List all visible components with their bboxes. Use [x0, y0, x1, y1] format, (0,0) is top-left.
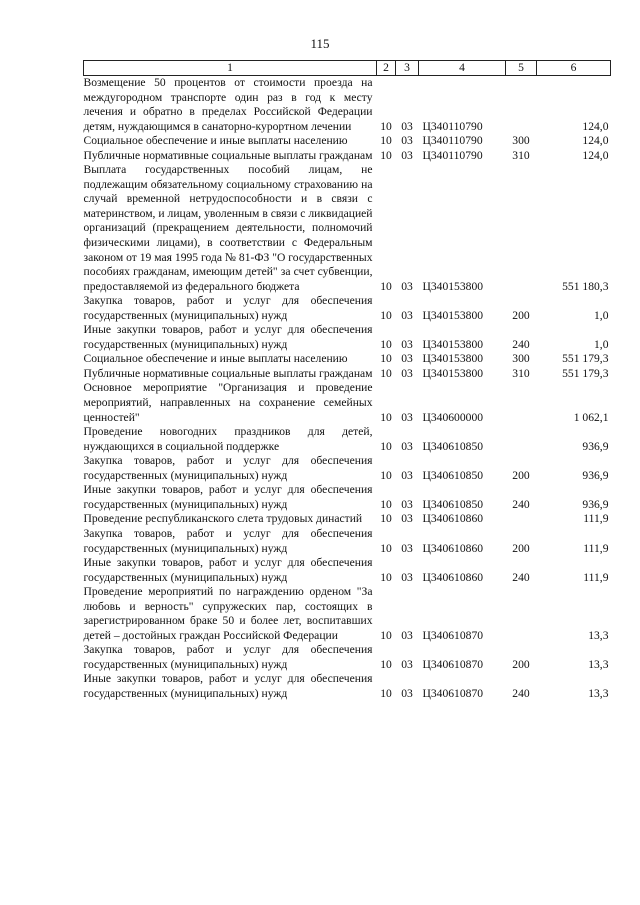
- row-expense-type: 200: [512, 541, 530, 555]
- row-subsection: 03: [401, 352, 413, 366]
- row-amount: 13,3: [588, 657, 609, 671]
- row-expense-type: [506, 381, 537, 425]
- table-row: [84, 512, 611, 527]
- row-expense-type: [506, 163, 537, 294]
- table-row: [84, 483, 611, 512]
- row-amount: 111,9: [583, 541, 609, 555]
- row-target-code: Ц340610860: [422, 570, 484, 584]
- row-target-code: Ц340153800: [422, 352, 484, 366]
- row-target-code: Ц340610870: [422, 628, 484, 642]
- table-row: [84, 643, 611, 672]
- row-section: 10: [380, 512, 392, 526]
- table-row: [84, 149, 611, 164]
- row-expense-type: 240: [512, 337, 530, 351]
- row-amount: 124,0: [582, 119, 609, 133]
- row-target-code: Ц340610870: [422, 686, 484, 700]
- row-target-code: Ц340610860: [422, 541, 484, 555]
- row-target-code: Ц340153800: [422, 308, 484, 322]
- table-row: [84, 672, 611, 701]
- row-expense-type: 300: [512, 352, 530, 366]
- row-section: 10: [380, 468, 392, 482]
- row-subsection: 03: [401, 279, 413, 293]
- row-amount: 936,9: [582, 439, 609, 453]
- table-row: [84, 76, 611, 135]
- row-expense-type: 240: [512, 497, 530, 511]
- row-section: 10: [380, 119, 392, 133]
- row-section: 10: [380, 570, 392, 584]
- row-target-code: Ц340110790: [422, 119, 483, 133]
- table-row: [84, 585, 611, 643]
- row-expense-type: 300: [512, 134, 530, 148]
- table-row: [84, 381, 611, 425]
- row-name: Социальное обеспечение и иные выплаты населению: [83, 352, 348, 366]
- row-section: 10: [380, 279, 392, 293]
- row-amount: 551 179,3: [562, 352, 609, 366]
- row-expense-type: 240: [512, 570, 530, 584]
- table-row: [84, 527, 611, 556]
- row-expense-type: [506, 76, 537, 135]
- row-amount: 13,3: [588, 628, 609, 642]
- row-target-code: Ц340110790: [422, 148, 483, 162]
- header-col-4: 4: [419, 61, 506, 76]
- row-amount: 124,0: [582, 148, 609, 162]
- row-name: Закупка товаров, работ и услуг для обеспечения государственных (муниципальных) нужд: [83, 643, 373, 671]
- header-col-2: 2: [377, 61, 396, 76]
- row-subsection: 03: [401, 134, 413, 148]
- row-amount: 1,0: [594, 337, 609, 351]
- table-row: [84, 163, 611, 294]
- row-section: 10: [380, 497, 392, 511]
- row-subsection: 03: [401, 570, 413, 584]
- table-row: [84, 294, 611, 323]
- row-section: 10: [380, 541, 392, 555]
- budget-table: [83, 60, 611, 702]
- row-target-code: Ц340153800: [422, 366, 484, 380]
- row-amount: 1 062,1: [573, 410, 609, 424]
- row-section: 10: [380, 439, 392, 453]
- row-amount: 936,9: [582, 468, 609, 482]
- row-section: 10: [380, 410, 392, 424]
- table-row: [84, 425, 611, 454]
- row-name: Проведение новогодних праздников для детей, нуждающихся в социальной поддержке: [83, 425, 373, 453]
- row-subsection: 03: [401, 512, 413, 526]
- row-section: 10: [380, 657, 392, 671]
- row-expense-type: 200: [512, 308, 530, 322]
- row-expense-type: [506, 425, 537, 454]
- row-subsection: 03: [401, 657, 413, 671]
- row-target-code: Ц340153800: [422, 279, 484, 293]
- row-target-code: Ц340610850: [422, 497, 484, 511]
- table-row: [84, 352, 611, 367]
- row-expense-type: 200: [512, 657, 530, 671]
- row-name: Проведение республиканского слета трудовых династий: [83, 512, 363, 526]
- row-name: Возмещение 50 процентов от стоимости проезда на междугородном транспорте один раз в год к месту лечения и обратно в пределах Российской Федерации детям, нуждающимся в санаторно-курортном лечении: [83, 76, 373, 133]
- row-name: Иные закупки товаров, работ и услуг для обеспечения государственных (муниципальных) нужд: [83, 556, 373, 584]
- row-name: Социальное обеспечение и иные выплаты населению: [83, 134, 348, 148]
- row-name: Основное мероприятие "Организация и проведение мероприятий, направленных на сохранение семейных ценностей": [83, 381, 373, 424]
- row-name: Выплата государственных пособий лицам, не подлежащим обязательному социальному страхованию на случай временной нетрудоспособности и в связи с материнством, и лицам, уволенным в связи с ликвидацией организаций (прекращением деятельности, полномочий физическими лицами), в соответствии с Федеральным законом от 19 мая 1995 года № 81-ФЗ "О государственных пособиях гражданам, имеющим детей" за счет субвенции, предоставляемой из федерального бюджета: [83, 163, 373, 293]
- header-col-1: 1: [84, 61, 377, 76]
- row-name: Иные закупки товаров, работ и услуг для обеспечения государственных (муниципальных) нужд: [83, 672, 373, 700]
- row-target-code: Ц340153800: [422, 337, 484, 351]
- row-name: Иные закупки товаров, работ и услуг для обеспечения государственных (муниципальных) нужд: [83, 483, 373, 511]
- table-header: [84, 61, 611, 76]
- row-name: Публичные нормативные социальные выплаты гражданам: [83, 366, 373, 380]
- table-row: [84, 323, 611, 352]
- page-number: 115: [310, 36, 330, 51]
- row-name: Проведение мероприятий по награждению орденом "За любовь и верность" супружеских пар, состоящих в зарегистрированном браке 50 и более лет, воспитавших детей – достойных граждан Российской Федерации: [83, 585, 373, 642]
- row-subsection: 03: [401, 119, 413, 133]
- row-expense-type: [506, 585, 537, 643]
- row-target-code: Ц340110790: [422, 134, 483, 148]
- row-section: 10: [380, 308, 392, 322]
- row-target-code: Ц340610870: [422, 657, 484, 671]
- header-col-5: 5: [506, 61, 537, 76]
- row-expense-type: 200: [512, 468, 530, 482]
- row-subsection: 03: [401, 308, 413, 322]
- row-amount: 111,9: [583, 570, 609, 584]
- row-subsection: 03: [401, 337, 413, 351]
- header-col-3: 3: [396, 61, 419, 76]
- row-section: 10: [380, 686, 392, 700]
- table-body: [84, 76, 611, 702]
- row-expense-type: 310: [512, 148, 530, 162]
- row-section: 10: [380, 366, 392, 380]
- row-name: Публичные нормативные социальные выплаты гражданам: [83, 148, 373, 162]
- row-name: Закупка товаров, работ и услуг для обеспечения государственных (муниципальных) нужд: [83, 294, 373, 322]
- row-expense-type: 310: [512, 366, 530, 380]
- row-expense-type: 240: [512, 686, 530, 700]
- row-amount: 124,0: [582, 134, 609, 148]
- row-section: 10: [380, 352, 392, 366]
- row-target-code: Ц340610850: [422, 468, 484, 482]
- row-target-code: Ц340610860: [422, 512, 484, 526]
- row-subsection: 03: [401, 468, 413, 482]
- row-target-code: Ц340610850: [422, 439, 484, 453]
- table-row: [84, 454, 611, 483]
- row-amount: 111,9: [583, 512, 609, 526]
- header-col-6: 6: [537, 61, 611, 76]
- row-amount: 551 180,3: [562, 279, 609, 293]
- row-subsection: 03: [401, 628, 413, 642]
- row-subsection: 03: [401, 541, 413, 555]
- row-section: 10: [380, 628, 392, 642]
- row-name: Закупка товаров, работ и услуг для обеспечения государственных (муниципальных) нужд: [83, 454, 373, 482]
- row-subsection: 03: [401, 148, 413, 162]
- table-row: [84, 134, 611, 149]
- header-row: [84, 61, 611, 76]
- row-subsection: 03: [401, 497, 413, 511]
- row-amount: 551 179,3: [562, 366, 609, 380]
- row-subsection: 03: [401, 439, 413, 453]
- row-amount: 1,0: [594, 308, 609, 322]
- row-amount: 936,9: [582, 497, 609, 511]
- row-section: 10: [380, 148, 392, 162]
- row-subsection: 03: [401, 686, 413, 700]
- table-row: [84, 556, 611, 585]
- row-amount: 13,3: [588, 686, 609, 700]
- row-target-code: Ц340600000: [422, 410, 484, 424]
- row-section: 10: [380, 337, 392, 351]
- row-name: Иные закупки товаров, работ и услуг для обеспечения государственных (муниципальных) нужд: [83, 323, 373, 351]
- row-subsection: 03: [401, 410, 413, 424]
- row-name: Закупка товаров, работ и услуг для обеспечения государственных (муниципальных) нужд: [83, 526, 373, 555]
- row-subsection: 03: [401, 366, 413, 380]
- row-expense-type: [506, 512, 537, 527]
- table-row: [84, 367, 611, 382]
- row-section: 10: [380, 134, 392, 148]
